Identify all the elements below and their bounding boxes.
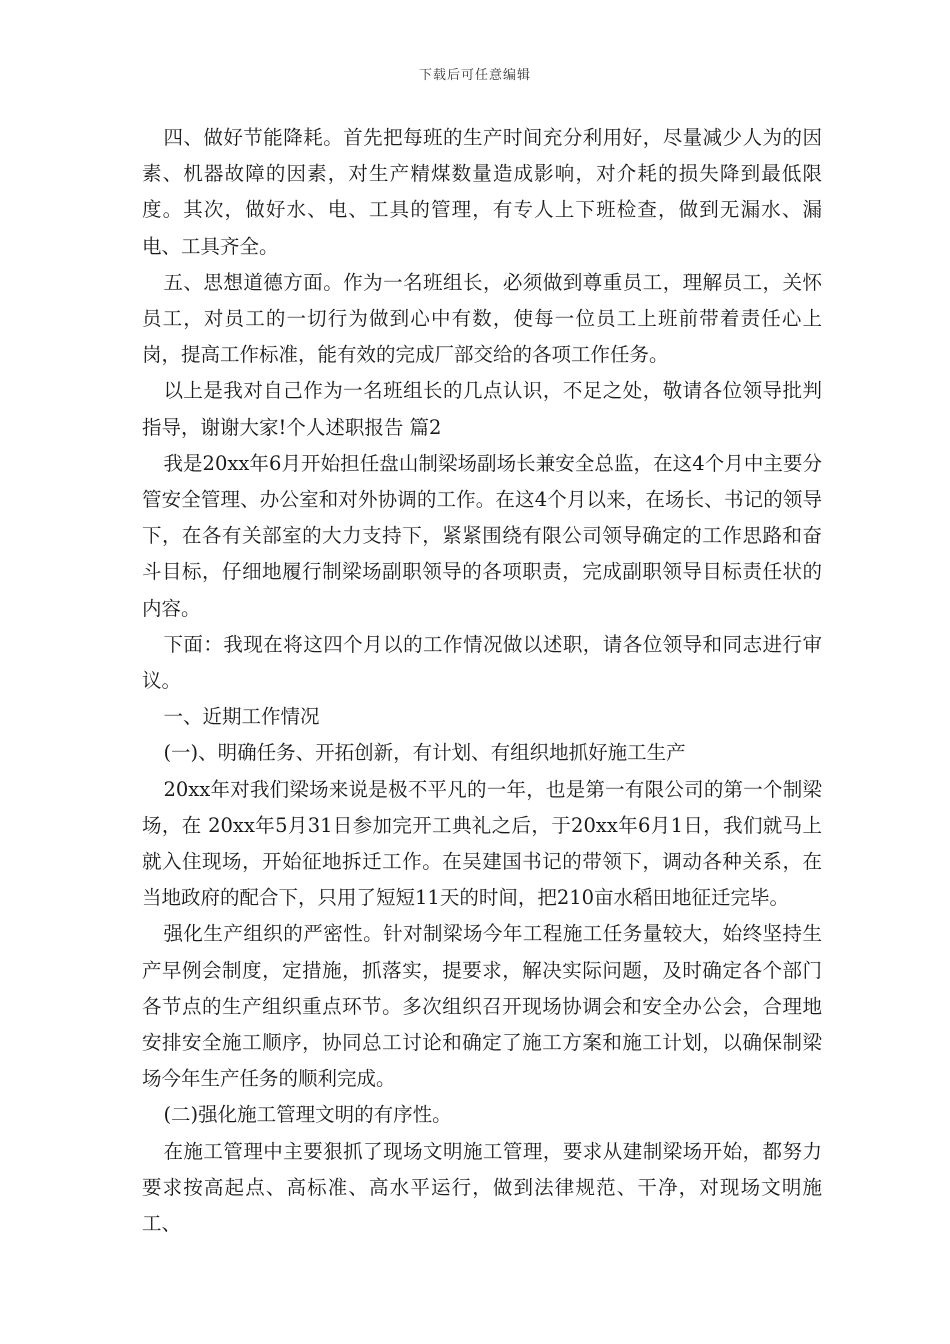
subsection-heading-2: (二)强化施工管理文明的有序性。 xyxy=(163,1103,452,1127)
subsection-heading-1: (一)、明确任务、开拓创新，有计划、有组织地抓好施工生产 xyxy=(163,741,686,765)
paragraph-intro-report-2: 我是20xx年6月开始担任盘山制梁场副场长兼安全总监，在这4个月中主要分管安全管理、办公室和对外协调的工作。在这4个月以来，在场长、书记的领导下，在各有关部室的大力支持下，紧紧围绕有限公司领导确定的工作思路和奋斗目标，仔细地履行制梁场副职领导的各项职责，完成副职领导目标责任状的内容。 xyxy=(142,451,822,620)
paragraph-production-organization: 强化生产组织的严密性。针对制梁场今年工程施工任务量较大，始终坚持生产早例会制度，定措施，抓落实，提要求，解决实际问题，及时确定各个部门各节点的生产组织重点环节。多次组织召开现场协调会和安全办公会，合理地安排安全施工顺序，协同总工讨论和确定了施工方案和施工计划，以确保制梁场今年生产任务的顺利完成。 xyxy=(142,922,822,1091)
paragraph-energy-saving: 四、做好节能降耗。首先把每班的生产时间充分利用好，尽量减少人为的因素、机器故障的因素，对生产精煤数量造成影响，对介耗的损失降到最低限度。其次，做好水、电、工具的管理，有专人上下班检查，做到无漏水、漏电、工具齐全。 xyxy=(142,126,822,258)
page-header: 下载后可任意编辑 xyxy=(418,68,531,83)
paragraph-conclusion: 以上是我对自己作为一名班组长的几点认识，不足之处，敬请各位领导批判指导，谢谢大家!个人述职报告 篇2 xyxy=(142,379,822,439)
section-heading-recent-work: 一、近期工作情况 xyxy=(163,705,320,729)
document-body xyxy=(142,120,822,1242)
paragraph-moral: 五、思想道德方面。作为一名班组长，必须做到尊重员工，理解员工，关怀员工，对员工的一切行为做到心中有数，使每一位员工上班前带着责任心上岗，提高工作标准，能有效的完成厂部交给的各项工作任务。 xyxy=(142,270,822,367)
paragraph-below: 下面：我现在将这四个月以的工作情况做以述职，请各位领导和同志进行审议。 xyxy=(142,632,822,693)
paragraph-construction-management: 在施工管理中主要狠抓了现场文明施工管理，要求从建制梁场开始，都努力要求按高起点、高标准、高水平运行，做到法律规范、干净，对现场文明施工、 xyxy=(142,1139,822,1236)
paragraph-year-start: 20xx年对我们梁场来说是极不平凡的一年，也是第一有限公司的第一个制梁场，在 20xx年5月31日参加完开工典礼之后，于20xx年6月1日，我们就马上就入住现场，开始征地拆迁工作。在吴建国书记的带领下，调动各种关系，在当地政府的配合下，只用了短短11天的时间，把210亩水稻田地征迁完毕。 xyxy=(142,777,822,910)
